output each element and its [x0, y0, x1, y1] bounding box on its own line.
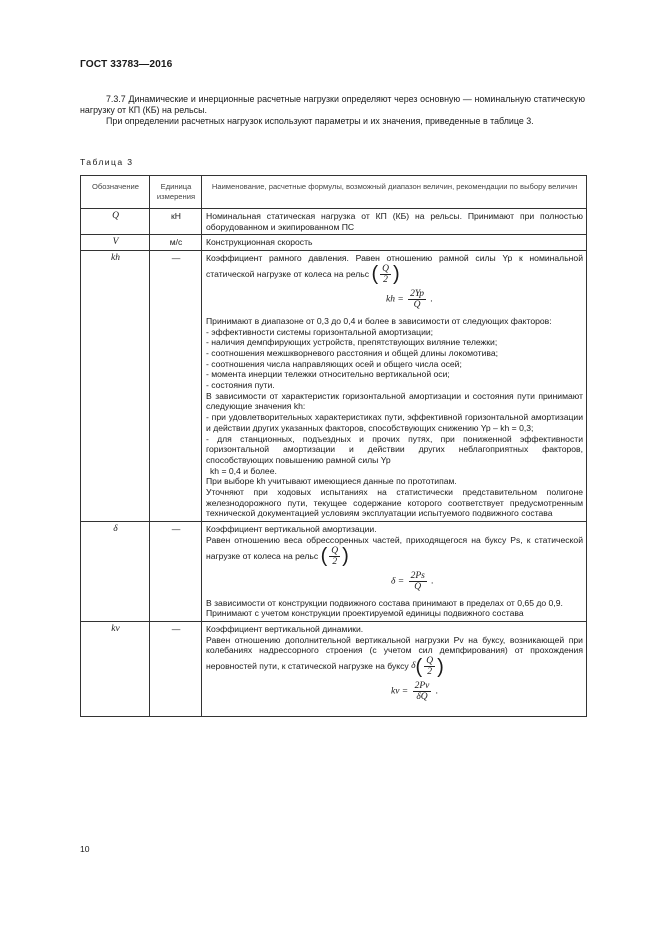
symbol-kv: kv — [81, 621, 150, 716]
table-row-delta — [81, 522, 587, 622]
unit-delta: — — [150, 522, 202, 622]
delta-range: В зависимости от конструкции подвижного состава принимают в пределах от 0,65 до 0,9. — [206, 597, 563, 608]
kh-value-station: kh = 0,4 и более. — [210, 465, 277, 476]
header-symbol: Обозначение — [81, 176, 150, 209]
kh-definition: Коэффициент рамного давления. Равен отношению рамной силы Yp к номинальной статической нагрузке от колеса на рельс ( $\frac{Q}{2}$ ) — [206, 253, 583, 286]
delta-q-over-2-fraction: δ ( $\frac{Q}{2}$ ) — [411, 655, 444, 678]
delta-title: Коэффициент вертикальной амортизации. — [206, 524, 377, 535]
kh-prototypes: При выборе kh учитывают имеющиеся данные по прототипам. — [206, 476, 457, 487]
kh-values-intro: В зависимости от характеристик горизонтальной амортизации и состояния пути принимают следующие значения kh: — [206, 390, 583, 412]
table-3 — [80, 175, 587, 717]
kv-definition: Равен отношению дополнительной вертикальной нагрузки Pv на буксу, возникающей при колебаниях надрессорного строения (с учетом сил демпфирования) от прохождения неровностей пути, к статической нагрузке на буксу δ ( $\frac{Q}{2}$ ) — [206, 634, 583, 678]
table-header-row — [81, 176, 587, 209]
description-q: Номинальная статическая нагрузка от КП (КБ) на рельсы. Принимают при полностью оборудованном и экипированном ПС — [202, 209, 587, 235]
page-number: 10 — [80, 844, 90, 854]
kh-factor-4: - соотношения числа направляющих осей и общего числа осей; — [206, 358, 462, 369]
unit-kv: — — [150, 621, 202, 716]
table-row-q — [81, 209, 587, 235]
kh-factor-6: - состояния пути. — [206, 380, 275, 391]
unit-kh: — — [150, 251, 202, 522]
description-kh — [202, 251, 587, 522]
kh-factor-2: - наличия демпфирующих устройств, препятствующих виляние тележки; — [206, 337, 498, 348]
description-v: Конструкционная скорость — [202, 235, 587, 251]
intro-text — [80, 94, 585, 128]
kv-formula: kv = $\frac{2Pv}{\delta Q}$ . — [391, 681, 439, 703]
symbol-q: Q — [81, 209, 150, 235]
symbol-v: V — [81, 235, 150, 251]
kh-value-station-track: - для станционных, подъездных и прочих путях, при пониженной эффективности горизонтальной амортизации и действии других неблагоприятных факторов, способствующих повышению рамной силы Yp — [206, 433, 583, 465]
q-over-2-fraction: ( $\frac{Q}{2}$ ) — [371, 263, 400, 286]
header-description: Наименование, расчетные формулы, возможный диапазон величин, рекомендации по выбору величин — [202, 176, 587, 209]
header-unit: Единица измерения — [150, 176, 202, 209]
kh-formula: kh = $\frac{2Yp}{Q}$ . — [386, 288, 433, 310]
unit-v: м/с — [150, 235, 202, 251]
description-kv — [202, 621, 587, 716]
kh-testing: Уточняют при ходовых испытаниях на статистически представительном полигоне железнодорожного пути, текущее содержание которого соответствует предусмотренным технической документацией условиям эксплуатации испытуемого подвижного состава — [206, 487, 583, 519]
kh-factor-3: - соотношения межшкворневого расстояния и общей длины локомотива; — [206, 347, 499, 358]
kh-factor-5: - момента инерции тележки относительно вертикальной оси; — [206, 369, 450, 380]
delta-formula: δ = $\frac{2Ps}{Q}$ . — [391, 570, 434, 592]
unit-q: кН — [150, 209, 202, 235]
table-caption: Таблица 3 — [80, 157, 134, 167]
paragraph-table-ref: При определении расчетных нагрузок используют параметры и их значения, приведенные в таблице 3. — [106, 116, 534, 127]
table-row-v — [81, 235, 587, 251]
symbol-kh: kh — [81, 251, 150, 522]
kv-title: Коэффициент вертикальной динамики. — [206, 623, 364, 634]
description-delta — [202, 522, 587, 622]
document-header: ГОСТ 33783—2016 — [80, 59, 173, 70]
paragraph-7-3-7: 7.3.7 Динамические и инерционные расчетные нагрузки определяют через основную — номинальную статическую нагрузку от КП (КБ) на рельсы. — [80, 94, 585, 116]
kh-factor-1: - эффективности системы горизонтальной амортизации; — [206, 326, 434, 337]
delta-note: Принимают с учетом конструкции проектируемой единицы подвижного состава — [206, 608, 524, 619]
table-row-kv — [81, 621, 587, 716]
symbol-delta: δ — [81, 522, 150, 622]
kh-value-good-track: - при удовлетворительных характеристиках пути, эффективной горизонтальной амортизации и действии других указанных факторов, способствующих снижению Yp – kh = 0,3; — [206, 412, 583, 433]
q-over-2-fraction: ( $\frac{Q}{2}$ ) — [320, 545, 349, 568]
kh-range: Принимают в диапазоне от 0,3 до 0,4 и более в зависимости от следующих факторов: — [206, 315, 552, 326]
delta-definition: Равен отношению веса обрессоренных частей, приходящегося на буксу Ps, к статической нагрузке от колеса на рельс ( $\frac{Q}{2}$ ) — [206, 534, 583, 568]
table-row-kh — [81, 251, 587, 522]
